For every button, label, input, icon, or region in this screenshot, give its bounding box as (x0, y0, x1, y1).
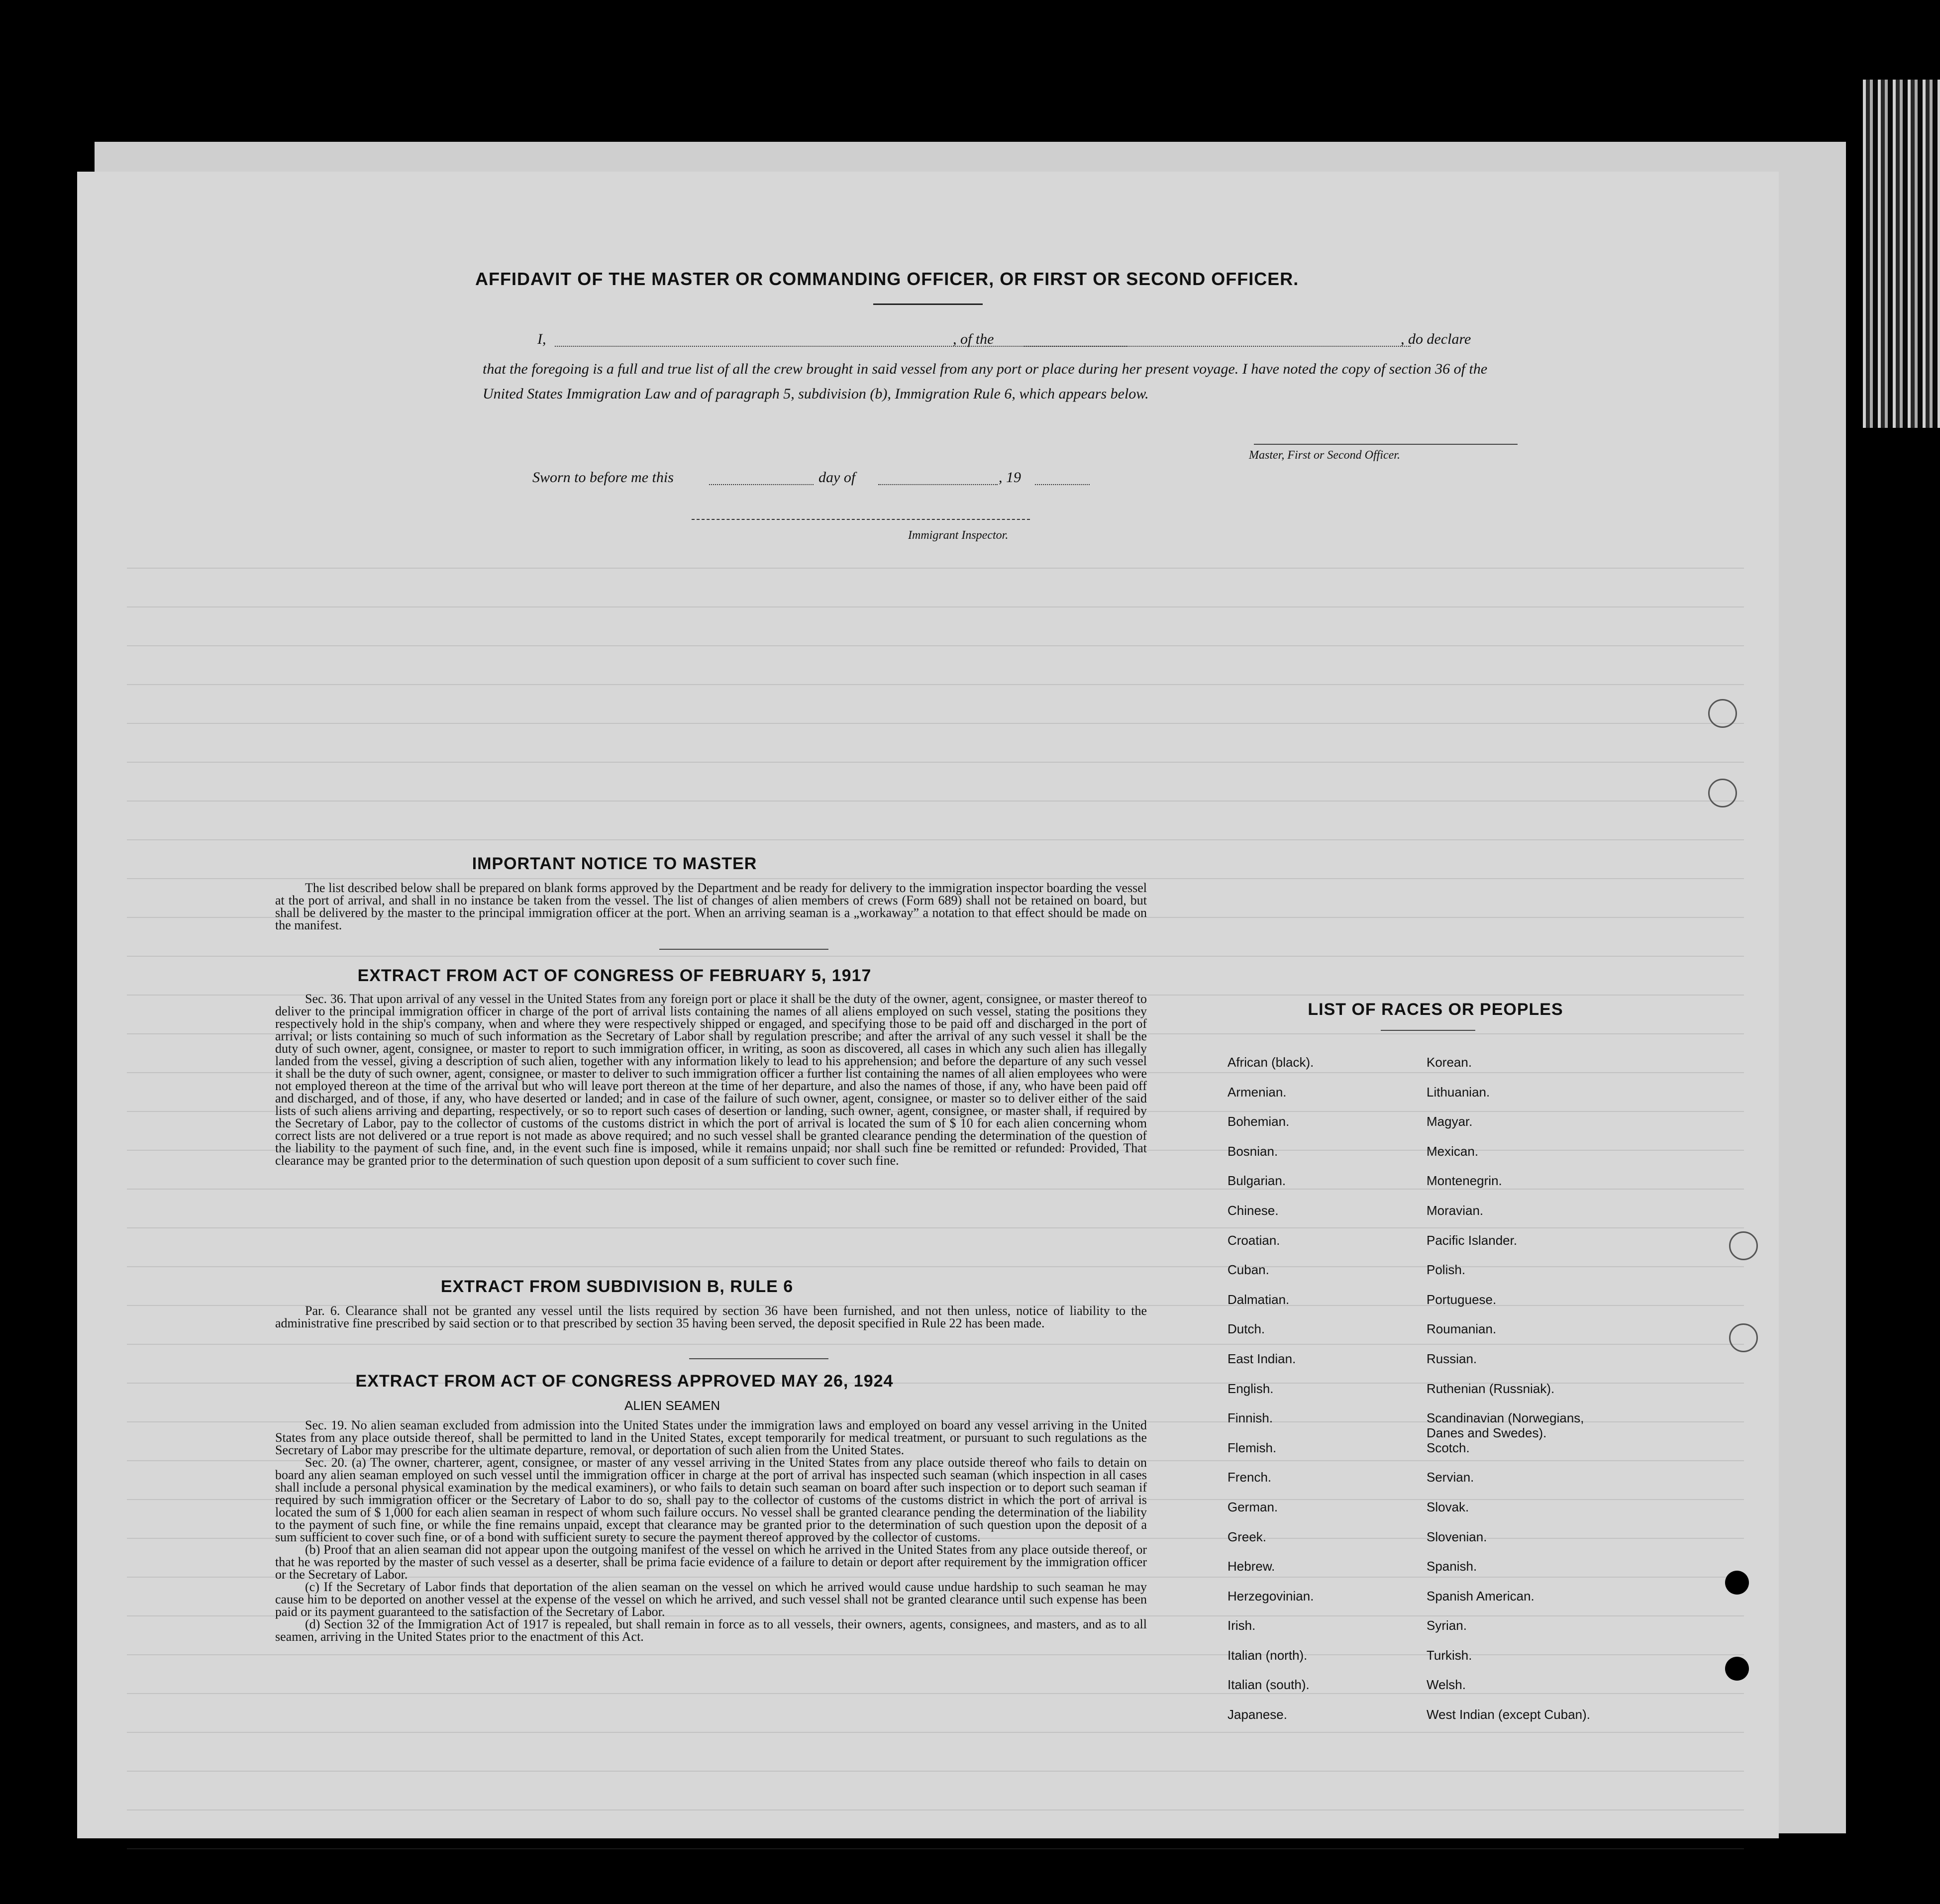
race-item: Herzegovinian. (1227, 1588, 1314, 1603)
act1917-body (275, 993, 1147, 1167)
race-item: Servian. (1427, 1470, 1474, 1485)
race-item: Korean. (1427, 1055, 1472, 1070)
punch-ring (1729, 1323, 1758, 1352)
notice-body-text: The list described below shall be prepared on blank forms approved by the Department and be ready for delivery to the immigration inspector boarding the vessel at the port of arrival, and shall in no instance be taken from the vessel. The list of changes of alien members of crews (Form 689) shall not be retained on board, but shall be delivered by the master to the principal immigration officer at the port. When an arriving seaman is a „workaway” a notation to that effect should be made on the manifest. (275, 881, 1147, 932)
affidavit-title: AFFIDAVIT OF THE MASTER OR COMMANDING OFFICER, OR FIRST OR SECOND OFFICER. (475, 269, 1299, 289)
race-item: Magyar. (1427, 1114, 1473, 1129)
race-item: Armenian. (1227, 1084, 1287, 1100)
race-item: Italian (north). (1227, 1647, 1308, 1663)
notice-title: IMPORTANT NOTICE TO MASTER (472, 854, 757, 873)
act1917-title: EXTRACT FROM ACT OF CONGRESS OF FEBRUARY 5, 1917 (357, 966, 872, 985)
rule6-body (275, 1304, 1147, 1329)
sworn-year: , 19 (999, 469, 1021, 486)
act1924-sec19: Sec. 19. No alien seaman excluded from admission into the United States under the immigration laws and employed on board any vessel arriving in the United States from any place outside thereof, shall be permitted to land in the United States, except temporarily for medical treatment, or pursuant to such regulations as the Secretary of Labor may prescribe for the ultimate departure, removal, or deportation of such alien from the United States. (275, 1418, 1147, 1457)
race-item: Portuguese. (1427, 1292, 1497, 1307)
race-item: Dutch. (1227, 1321, 1265, 1337)
punch-ring (1708, 699, 1737, 728)
vessel-blank[interactable] (1022, 346, 1411, 347)
race-item: Turkish. (1427, 1647, 1472, 1663)
race-item: Finnish. (1227, 1410, 1273, 1426)
sworn-prefix: Sworn to before me this (532, 469, 674, 486)
race-item: Montenegrin. (1427, 1173, 1502, 1189)
race-item: Italian (south). (1227, 1677, 1310, 1693)
act1924-sec20b: (b) Proof that an alien seaman did not appear upon the outgoing manifest of the vessel on which he arrived in the United States from any place outside thereof, or that he was reported by the master of such vessel as a deserter, shall be prima facie evidence of a failure to detain or deport after requirement by the immigration officer or the Secretary of Labor. (275, 1542, 1147, 1582)
race-item: Slovak. (1427, 1499, 1469, 1514)
act1917-body-text: Sec. 36. That upon arrival of any vessel in the United States from any foreign port or place it shall be the duty of the owner, agent, consignee, or master thereof to deliver to the principal immigration officer in charge of the port of arrival lists containing the names of all aliens employed on such vessel, stating the positions they respectively hold in the ship's company, when and where they were respectively shipped or engaged, and specifying those to be paid off and discharged in the port of arrival; or lists containing so much of such information as the Secretary of Labor shall by regulation prescribe; and after the arrival of any such vessel it shall be the duty of such owner, agent, consignee, or master to report to such immigration officer, in writing, as soon as discovered, all cases in which any such alien has illegally landed from the vessel, giving a description of such alien, together with any information likely to lead to his apprehension; and before the departure of any such vessel it shall be the duty of such owner, agent, consignee, or master to deliver to such immigration officer a further list containing the names of all alien employees who were not employed thereon at the time of the arrival but who will leave port thereon at the time of her departure, and also the names of those, if any, who have been paid off and discharged, and of those, if any, who have deserted or landed; and in case of the failure of such owner, agent, consignee, or master so to deliver either of the said lists of such aliens arriving and departing, respectively, or so to report such cases of desertion or landing, such owner, agent, consignee, or master shall, if required by the Secretary of Labor, pay to the collector of customs of the customs district in which the port of arrival is located the sum of $ 10 for each alien concerning whom correct lists are not delivered or a true report is not made as above required; and no such vessel shall be granted clearance pending the determination of the question of the liability to the payment of such fine, and, in the event such fine is imposed, while it remains unpaid; nor shall such fine be remitted or refunded: Provided, That clearance may be granted prior to the determination of such question upon deposit of a sum sufficient to cover such fine. (275, 992, 1147, 1168)
race-item: Roumanian. (1427, 1321, 1497, 1337)
race-item: German. (1227, 1499, 1278, 1514)
race-item: Bohemian. (1227, 1114, 1290, 1129)
sworn-year-blank[interactable] (1035, 484, 1090, 485)
race-item: Welsh. (1427, 1677, 1466, 1693)
act1924-sec20a: Sec. 20. (a) The owner, charterer, agent, consignee, or master of any vessel arriving in the United States from any place outside thereof who fails to detain on board any alien seaman employed on such vessel until the immigration officer in charge at the port of arrival has inspected such seaman (which inspection in all cases shall include a personal physical examination by the medical examiners), or who fails to detain such seaman on board after such inspection or to deport such seaman if required by such immigration officer or the Secretary of Labor to do so, shall pay to the collector of customs of the customs district in which the port of arrival is located the sum of $ 1,000 for each alien seaman in respect of whom such failure occurs. No vessel shall be granted clearance pending the determination of the liability to the payment of such fine, or while the fine remains unpaid, except that clearance may be granted prior to the determination of such question upon the deposit of a sum sufficient to cover such fine, or of a bond with sufficient surety to secure the payment thereof approved by the collector of customs. (275, 1455, 1147, 1544)
affidavit-i: I, (537, 331, 546, 347)
race-item: Spanish American. (1427, 1588, 1534, 1603)
sworn-day-of: day of (818, 469, 856, 486)
affidavit-body-text: that the foregoing is a full and true list of all the crew brought in said vessel from any port or place during her present voyage. I have noted the copy of section 36 of the United States Immigration Law and of paragraph 5, subdivision (b), Immigration Rule 6, which appears below. (483, 361, 1488, 402)
race-item: Pacific Islander. (1427, 1232, 1518, 1248)
race-item: Bosnian. (1227, 1143, 1278, 1159)
form-page (77, 172, 1779, 1838)
race-item: Hebrew. (1227, 1559, 1275, 1574)
race-item: Spanish. (1427, 1559, 1477, 1574)
race-item: Flemish. (1227, 1440, 1277, 1455)
signature-line (1254, 444, 1518, 445)
inspector-label: Immigrant Inspector. (908, 529, 1009, 542)
sworn-day-blank[interactable] (709, 484, 814, 485)
race-item: Irish. (1227, 1618, 1256, 1633)
notice-body (275, 882, 1147, 931)
race-item: French. (1227, 1470, 1272, 1485)
race-item: English. (1227, 1381, 1274, 1396)
notice-rule (659, 949, 828, 950)
race-item: Scotch. (1427, 1440, 1470, 1455)
races-title: LIST OF RACES OR PEOPLES (1308, 1000, 1563, 1019)
act1924-sec20c: (c) If the Secretary of Labor finds that deportation of the alien seaman on the vessel on which he arrived would cause undue hardship to such seaman he may cause him to be deported on another vessel at the expense of the vessel on which he arrived, and such vessel shall not be granted clearance until such expense has been paid or its payment guaranteed to the satisfaction of the Secretary of Labor. (275, 1580, 1147, 1619)
race-item: Slovenian. (1427, 1529, 1487, 1544)
races-right-column (1427, 1055, 1685, 1737)
affidavit-body (483, 357, 1513, 406)
punch-hole (1725, 1657, 1749, 1681)
act1924-body (275, 1419, 1147, 1643)
race-item: West Indian (except Cuban). (1427, 1707, 1591, 1722)
race-item: Cuban. (1227, 1262, 1269, 1278)
race-item: Dalmatian. (1227, 1292, 1290, 1307)
race-item: Greek. (1227, 1529, 1267, 1544)
rule6-body-text: Par. 6. Clearance shall not be granted any vessel until the lists required by section 36 have been furnished, and not then unless, notice of liability to the administrative fine prescribed by said section or to that prescribed by section 35 having been served, the deposit specified in Rule 22 has been made. (275, 1303, 1147, 1330)
punch-ring (1708, 779, 1737, 807)
race-item: Chinese. (1227, 1203, 1279, 1218)
race-item: Japanese. (1227, 1707, 1287, 1722)
rule6-rule (689, 1358, 828, 1359)
race-item: Croatian. (1227, 1232, 1280, 1248)
race-item: Polish. (1427, 1262, 1466, 1278)
race-item: Moravian. (1427, 1203, 1484, 1218)
race-item: Ruthenian (Russniak). (1427, 1381, 1555, 1396)
race-item: Lithuanian. (1427, 1084, 1490, 1100)
act1924-subtitle: ALIEN SEAMEN (624, 1398, 720, 1413)
race-item: Bulgarian. (1227, 1173, 1286, 1189)
sworn-month-blank[interactable] (878, 484, 998, 485)
punch-hole (1725, 1571, 1749, 1595)
act1924-sec20d: (d) Section 32 of the Immigration Act of 1917 is repealed, but shall remain in force as to all vessels, their owners, agents, consignees, and masters, and as to all seamen, arriving in the United States prior to the enactment of this Act. (275, 1617, 1147, 1644)
races-rule (1381, 1030, 1475, 1031)
race-item: Syrian. (1427, 1618, 1467, 1633)
signature-label: Master, First or Second Officer. (1249, 449, 1400, 462)
inspector-blank[interactable] (692, 519, 1030, 520)
torn-edge (1863, 80, 1940, 428)
punch-ring (1729, 1231, 1758, 1260)
rule6-title: EXTRACT FROM SUBDIVISION B, RULE 6 (440, 1277, 794, 1296)
affidavit-title-rule (873, 303, 983, 305)
race-item: East Indian. (1227, 1351, 1296, 1366)
race-item: African (black). (1227, 1055, 1314, 1070)
affidavit-declare: , do declare (1401, 331, 1471, 347)
race-item: Russian. (1427, 1351, 1477, 1366)
affidavit-of-the: , of the (953, 331, 994, 347)
act1924-title: EXTRACT FROM ACT OF CONGRESS APPROVED MAY 26, 1924 (355, 1372, 894, 1391)
race-item: Scandinavian (Norwegians, Danes and Swedes). (1427, 1410, 1584, 1441)
race-item: Mexican. (1427, 1143, 1479, 1159)
